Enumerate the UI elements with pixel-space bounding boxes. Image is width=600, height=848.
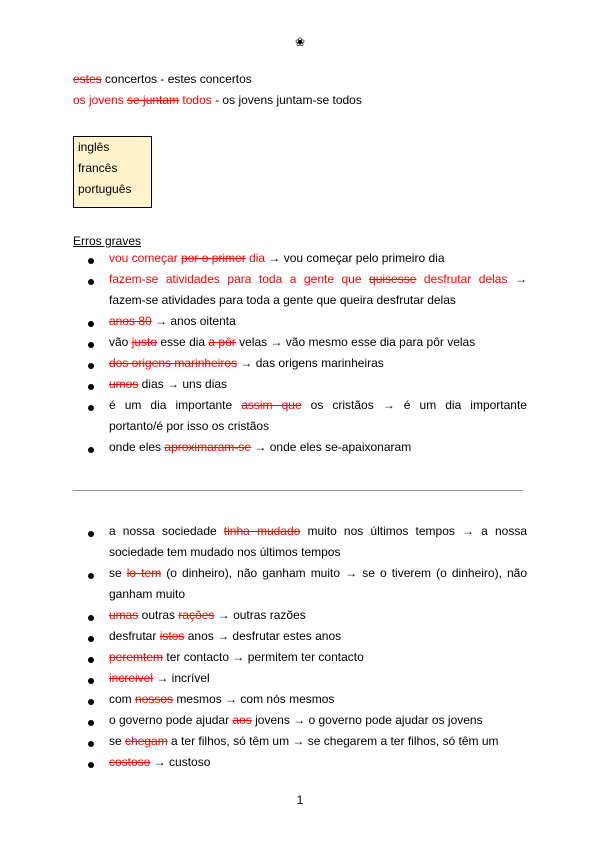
bullet-icon — [88, 321, 94, 327]
list-item: se lo tem (o dinheiro), não ganham muito → se o tiverem (o dinheiro), não — [109, 566, 528, 580]
list-item: vão justo esse dia a pôr velas → vão mesmo esse dia para pôr velas — [109, 335, 476, 349]
bullet-icon — [88, 573, 94, 579]
language-item: português — [78, 182, 132, 196]
bullet-icon — [88, 363, 94, 369]
list-item: increivel → incrível — [109, 671, 210, 685]
bullet-icon — [88, 720, 94, 726]
list-item: é um dia importante assim que os cristãos → é um dia importante — [109, 398, 527, 412]
list-item-continuation: sociedade tem mudado nos últimos tempos — [109, 545, 341, 559]
list-item: com nossos mesmos → com nós mesmos — [109, 692, 335, 706]
list-item: umas outras rações → outras razões — [109, 608, 306, 622]
list-item: a nossa sociedade tinha mudado muito nos últimos tempos → a nossa — [109, 524, 527, 538]
list-item: se chegam a ter filhos, só têm um → se chegarem a ter filhos, só têm um — [109, 734, 499, 748]
list-item-continuation: ganham muito — [109, 587, 186, 601]
list-item: fazem-se atividades para toda a gente que quisesse desfrutar delas → — [109, 272, 527, 286]
bullet-icon — [88, 279, 94, 285]
bullet-icon — [88, 762, 94, 768]
language-item: inglês — [78, 140, 110, 154]
list-item: anos 80 → anos oitenta — [109, 314, 236, 328]
list-item: vou começar por o primer dia → vou começar pelo primeiro dia — [109, 251, 445, 265]
list-item: umos dias → uns dias — [109, 377, 228, 391]
bullet-icon — [88, 657, 94, 663]
list-item-continuation: fazem-se atividades para toda a gente que queira desfrutar delas — [109, 293, 456, 307]
bullet-icon — [88, 678, 94, 684]
list-item-continuation: portanto/é por isso os cristãos — [109, 419, 270, 433]
header-flower-icon: ❀ — [294, 35, 306, 49]
list-item: dos origens marinheiros → das origens marinheiras — [109, 356, 384, 370]
bullet-icon — [88, 258, 94, 264]
languages-box — [73, 136, 152, 208]
bullet-icon — [88, 531, 94, 537]
list-item: desfrutar istos anos → desfrutar estes anos — [109, 629, 342, 643]
bullet-icon — [88, 741, 94, 747]
example-line: os jovens se juntam todos - os jovens juntam-se todos — [73, 93, 362, 107]
bullet-icon — [88, 342, 94, 348]
language-item: francês — [78, 161, 118, 175]
example-line: estes concertos - estes concertos — [73, 72, 252, 86]
bullet-icon — [88, 384, 94, 390]
list-item: costoso → custoso — [109, 755, 211, 769]
list-item: peremtem ter contacto → permitem ter contacto — [109, 650, 364, 664]
list-item: o governo pode ajudar aos jovens → o governo pode ajudar os jovens — [109, 713, 483, 727]
bullet-icon — [88, 636, 94, 642]
page-number: 1 — [296, 793, 304, 807]
bullet-icon — [88, 405, 94, 411]
list-item: onde eles aproximaram-se → onde eles se-apaixonaram — [109, 440, 412, 454]
section-title: Erros graves — [73, 234, 142, 248]
bullet-icon — [88, 447, 94, 453]
bullet-icon — [88, 615, 94, 621]
bullet-icon — [88, 699, 94, 705]
horizontal-divider — [73, 490, 523, 491]
